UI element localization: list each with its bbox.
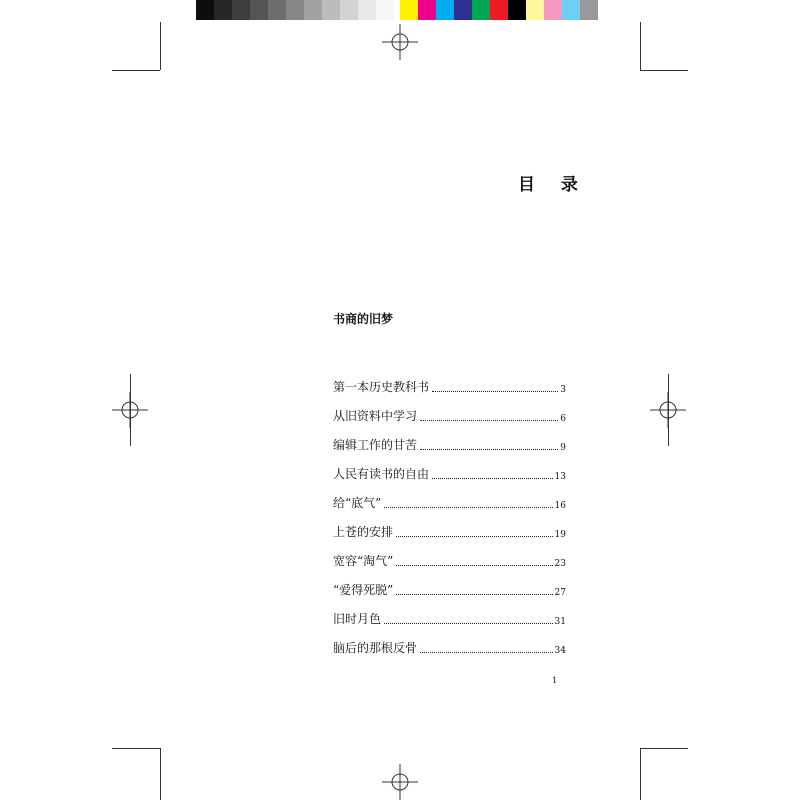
color-swatch xyxy=(580,0,598,20)
toc-entry-title: 从旧资料中学习 xyxy=(333,409,418,423)
toc-list xyxy=(333,366,566,656)
dot-leader xyxy=(396,594,552,595)
color-swatch xyxy=(436,0,454,20)
crop-mark-bottom-left xyxy=(112,748,160,749)
toc-entry-page: 6 xyxy=(560,414,566,424)
toc-title: 目 录 xyxy=(518,175,588,195)
color-swatch xyxy=(490,0,508,20)
toc-entry[interactable] xyxy=(333,482,566,511)
gray-swatch xyxy=(268,0,286,20)
toc-entry-page: 9 xyxy=(560,443,566,453)
toc-entry-page: 19 xyxy=(554,530,566,540)
registration-mark-bottom xyxy=(382,764,418,800)
toc-entry-title: 上苍的安排 xyxy=(333,525,394,539)
dot-leader xyxy=(420,652,553,653)
toc-entry-title: 给“底气” xyxy=(333,496,382,510)
color-swatch xyxy=(454,0,472,20)
toc-entry-page: 16 xyxy=(554,501,566,511)
toc-entry[interactable] xyxy=(333,569,566,598)
crop-mark-top-left xyxy=(160,22,161,70)
toc-entry-page: 27 xyxy=(554,588,566,598)
gray-swatch xyxy=(214,0,232,20)
toc-entry-page: 31 xyxy=(554,617,566,627)
toc-entry-title: 脑后的那根反骨 xyxy=(333,641,418,655)
crop-mark-top-right xyxy=(640,22,641,70)
crop-mark-bottom-left xyxy=(160,748,161,800)
toc-entry-title: “爱得死脱” xyxy=(333,583,394,597)
color-swatches xyxy=(400,0,598,20)
toc-entry[interactable] xyxy=(333,627,566,656)
dot-leader xyxy=(396,536,553,537)
toc-entry-page: 3 xyxy=(560,385,566,395)
dot-leader xyxy=(396,565,552,566)
gray-swatch xyxy=(376,0,394,20)
color-swatch xyxy=(472,0,490,20)
toc-entry[interactable] xyxy=(333,395,566,424)
gray-swatch xyxy=(250,0,268,20)
toc-entry-title: 第一本历史教科书 xyxy=(333,380,430,394)
color-swatch xyxy=(544,0,562,20)
crop-mark-top-right xyxy=(640,70,688,71)
toc-entry-title: 旧时月色 xyxy=(333,612,382,626)
toc-entry-title: 宽容“淘气” xyxy=(333,554,394,568)
page-number: 1 xyxy=(552,676,558,685)
toc-entry-page: 13 xyxy=(554,472,566,482)
printer-color-bar xyxy=(196,0,598,20)
color-swatch xyxy=(562,0,580,20)
toc-entry[interactable] xyxy=(333,540,566,569)
dot-leader xyxy=(432,478,553,479)
toc-entry[interactable] xyxy=(333,598,566,627)
registration-line-right xyxy=(668,374,669,446)
toc-entry-title: 人民有读书的自由 xyxy=(333,467,430,481)
grayscale-swatches xyxy=(196,0,394,20)
dot-leader xyxy=(384,507,552,508)
crop-mark-top-left xyxy=(112,70,160,71)
dot-leader xyxy=(432,391,558,392)
toc-entry[interactable] xyxy=(333,366,566,395)
crop-mark-bottom-right xyxy=(640,748,688,749)
toc-entry[interactable] xyxy=(333,453,566,482)
dot-leader xyxy=(420,420,558,421)
section-heading: 书商的旧梦 xyxy=(333,312,394,326)
dot-leader xyxy=(384,623,553,624)
toc-entry[interactable] xyxy=(333,424,566,453)
color-swatch xyxy=(508,0,526,20)
toc-entry-page: 23 xyxy=(554,559,566,569)
color-swatch xyxy=(400,0,418,20)
gray-swatch xyxy=(232,0,250,20)
gray-swatch xyxy=(286,0,304,20)
registration-line-left xyxy=(130,374,131,446)
toc-entry-title: 编辑工作的甘苦 xyxy=(333,438,418,452)
crop-mark-bottom-right xyxy=(640,748,641,800)
color-swatch xyxy=(526,0,544,20)
color-swatch xyxy=(418,0,436,20)
gray-swatch xyxy=(304,0,322,20)
gray-swatch xyxy=(196,0,214,20)
gray-swatch xyxy=(340,0,358,20)
toc-entry-page: 34 xyxy=(554,646,566,656)
gray-swatch xyxy=(358,0,376,20)
dot-leader xyxy=(420,449,558,450)
gray-swatch xyxy=(322,0,340,20)
toc-entry[interactable] xyxy=(333,511,566,540)
registration-mark-top xyxy=(382,24,418,60)
